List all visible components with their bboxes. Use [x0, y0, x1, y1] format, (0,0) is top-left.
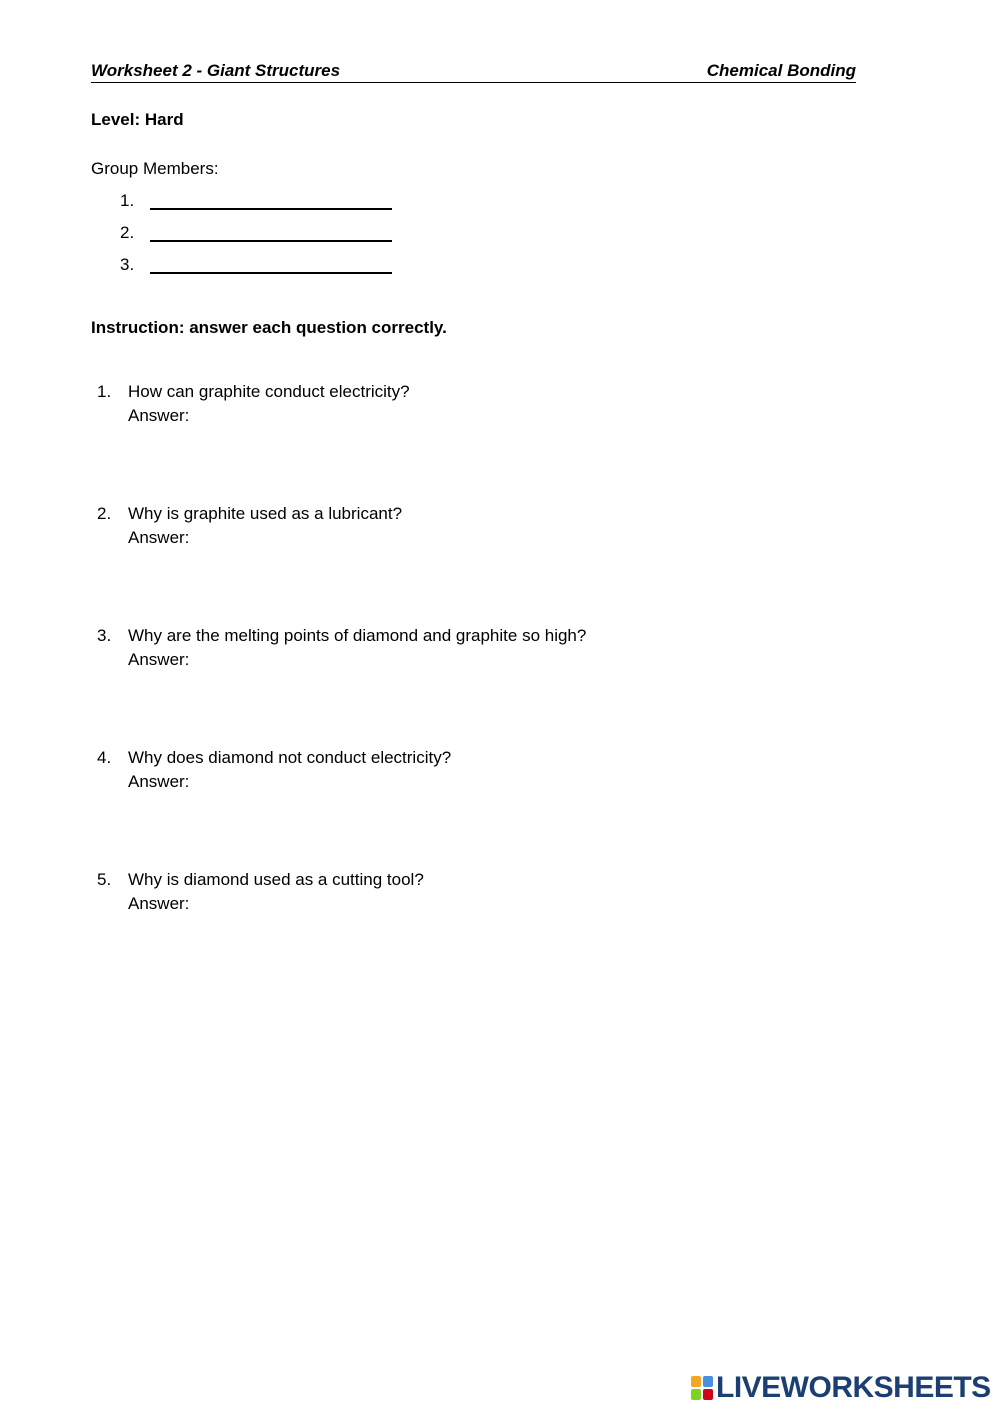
liveworksheets-logo-text: LIVEWORKSHEETS: [716, 1371, 991, 1404]
level-label: Level: Hard: [91, 110, 184, 129]
question-text: Why is diamond used as a cutting tool?: [128, 870, 424, 889]
group-members-label: Group Members:: [91, 159, 219, 178]
member-name-line[interactable]: [150, 208, 392, 210]
member-number: 3.: [120, 255, 135, 274]
question-number: 5.: [97, 870, 112, 889]
worksheet-title: Worksheet 2 - Giant Structures: [91, 61, 341, 80]
member-name-line[interactable]: [150, 272, 392, 274]
answer-label[interactable]: Answer:: [128, 406, 190, 425]
question-text: How can graphite conduct electricity?: [128, 382, 410, 401]
member-number: 1.: [120, 191, 135, 210]
liveworksheets-logo[interactable]: [691, 1371, 991, 1405]
question-text: Why does diamond not conduct electricity?: [128, 748, 452, 767]
answer-label[interactable]: Answer:: [128, 894, 190, 913]
question-text: Why are the melting points of diamond and graphite so high?: [128, 626, 587, 645]
logo-tile: [691, 1389, 701, 1400]
question-number: 3.: [97, 626, 112, 645]
logo-tile: [703, 1389, 713, 1400]
subject-title: Chemical Bonding: [706, 61, 856, 80]
logo-tile: [703, 1376, 713, 1387]
worksheet-header: [91, 61, 856, 83]
logo-tile: [691, 1376, 701, 1387]
answer-label[interactable]: Answer:: [128, 528, 190, 547]
answer-label[interactable]: Answer:: [128, 772, 190, 791]
answer-label[interactable]: Answer:: [128, 650, 190, 669]
instruction-text: Instruction: answer each question correctly.: [91, 318, 447, 337]
question-text: Why is graphite used as a lubricant?: [128, 504, 403, 523]
question-number: 4.: [97, 748, 112, 767]
member-number: 2.: [120, 223, 135, 242]
member-name-line[interactable]: [150, 240, 392, 242]
question-number: 2.: [97, 504, 112, 523]
liveworksheets-logo-icon: [691, 1376, 713, 1400]
question-number: 1.: [97, 382, 112, 401]
